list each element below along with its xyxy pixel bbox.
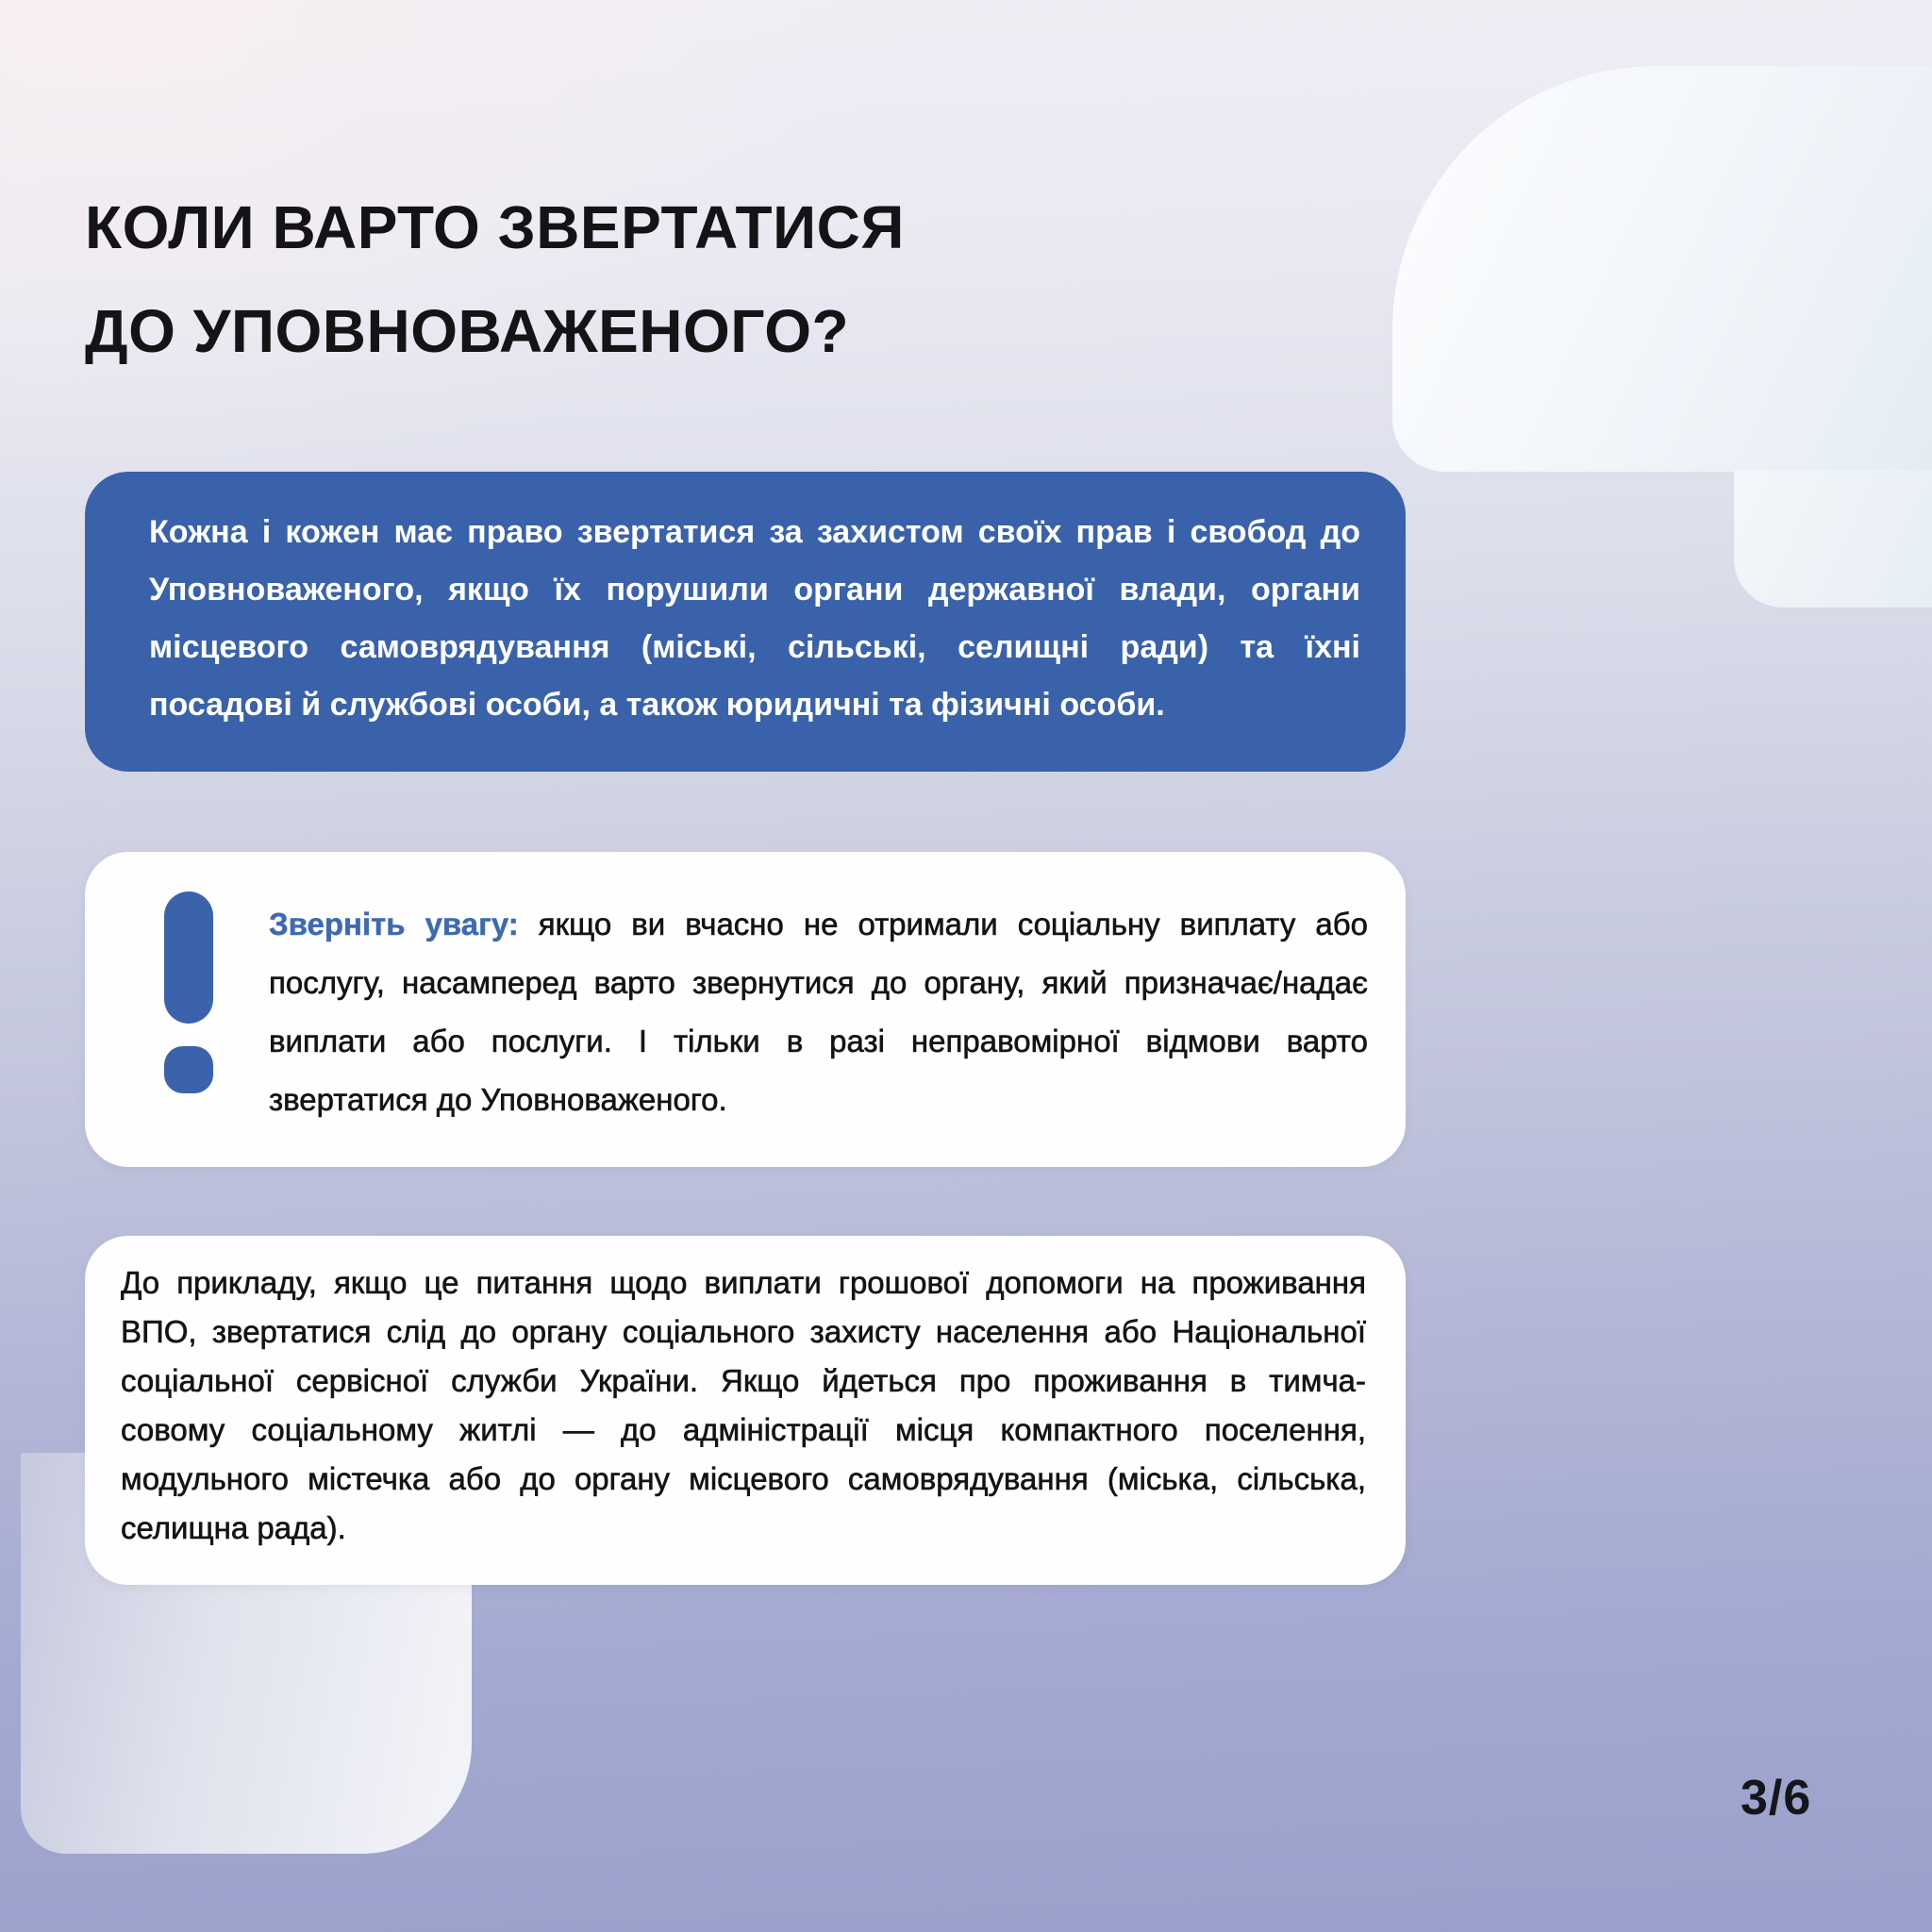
page-title-line-1: КОЛИ ВАРТО ЗВЕРТАТИСЯ <box>85 193 905 261</box>
example-card <box>85 1236 1406 1585</box>
highlight-card-line: місцевого самоврядування (міські, сільські, селищні ради) та їхні <box>149 629 1360 665</box>
example-card-line: совому соціальному житлі — до адміністрації місця компактного поселення, <box>121 1412 1366 1447</box>
example-card-line: До прикладу, якщо це питання щодо виплати грошової допомоги на проживання <box>121 1265 1366 1300</box>
highlight-card-line: Кожна і кожен має право звертатися за захистом своїх прав і свобод до <box>149 514 1360 550</box>
notice-card-line <box>269 895 1368 954</box>
page-title-line-2: ДО УПОВНОВАЖЕНОГО? <box>85 297 850 365</box>
exclamation-dot <box>164 1046 213 1093</box>
notice-card-line: звертатися до Уповноваженого. <box>269 1082 727 1117</box>
highlight-card-line: Уповноваженого, якщо їх порушили органи державної влади, органи <box>149 572 1360 608</box>
exclamation-mark-icon <box>164 891 213 1093</box>
page-number: 3/6 <box>1740 1771 1812 1825</box>
example-card-line: селищна рада). <box>121 1510 346 1545</box>
notice-line-text: якщо ви вчасно не отримали соціальну виплату або <box>538 907 1368 941</box>
example-card-line: ВПО, звертатися слід до органу соціального захисту населення або Національної <box>121 1314 1366 1349</box>
page-title <box>85 175 905 383</box>
notice-card-line: послугу, насамперед варто звернутися до органу, який призначає/надає <box>269 965 1368 1000</box>
example-card-line: соціальної сервісної служби України. Якщо йдеться про проживання в тимча- <box>121 1363 1366 1398</box>
notice-card <box>85 852 1406 1167</box>
notice-card-line: виплати або послуги. І тільки в разі неправомірної відмови варто <box>269 1024 1368 1058</box>
example-card-line: модульного містечка або до органу місцевого самоврядування (міська, сільська, <box>121 1461 1366 1496</box>
exclamation-bar <box>164 891 213 1024</box>
background-shape-top-right-lower <box>1734 470 1932 608</box>
notice-label: Зверніть увагу: <box>269 907 519 941</box>
highlight-card <box>85 472 1406 772</box>
background-shape-top-right <box>1392 66 1932 472</box>
highlight-card-line: посадові й службові особи, а також юридичні та фізичні особи. <box>149 687 1165 723</box>
